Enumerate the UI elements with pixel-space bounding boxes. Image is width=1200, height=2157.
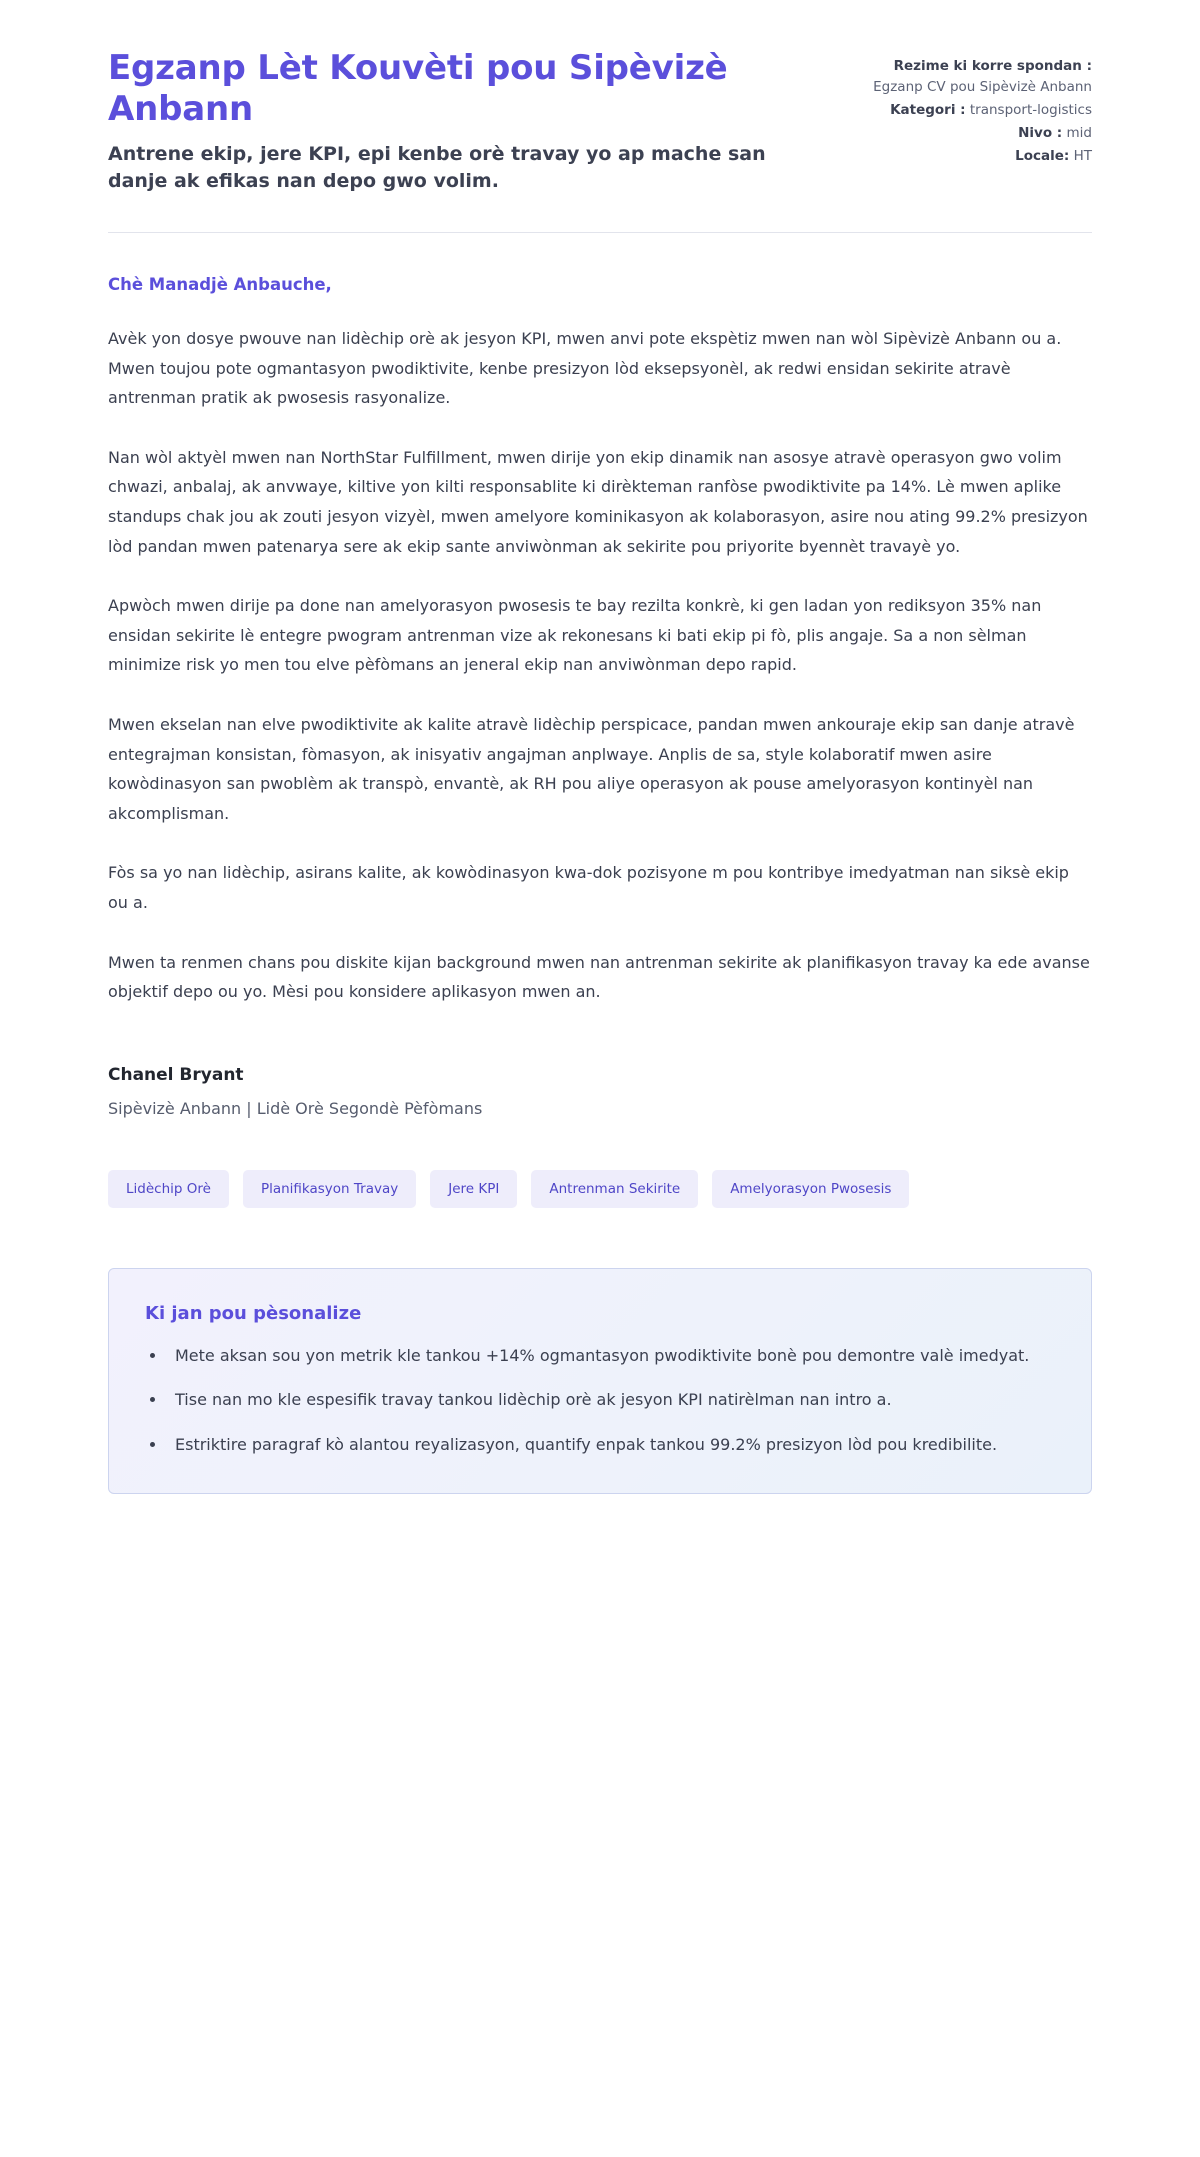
letter-paragraph: Mwen ekselan nan elve pwodiktivite ak kalite atravè lidèchip perspicace, pandan mwen ankouraje ekip san danje atravè entegrajman konsistan, fòmasyon, ak inisyativ angajman anplwaye. Anplis de sa, style kolaboratif mwen asire kowòdinasyon san pwoblèm ak transpò, envantè, ak RH pou aliye operasyon ak pouse amelyorasyon kontinyèl nan akcomplisman. <box>108 714 1075 823</box>
callout-list <box>141 1342 1059 1459</box>
signature-role: Sipèvizè Anbann | Lidè Orè Segondè Pèfòmans <box>108 1098 483 1118</box>
tag-list <box>108 1170 1092 1208</box>
meta-summary <box>842 56 1092 98</box>
letter-paragraph: Fòs sa yo nan lidèchip, asirans kalite, ak kowòdinasyon kwa-dok pozisyone m pou kontribye imedyatman nan siksè ekip ou a. <box>108 863 1069 912</box>
tag-item[interactable]: Amelyorasyon Pwosesis <box>712 1170 909 1208</box>
page-title: Egzanp Lèt Kouvèti pou Sipèvizè Anbann <box>108 48 728 130</box>
meta-summary-label: Rezime ki korre spondan : <box>893 58 1092 74</box>
signature-name: Chanel Bryant <box>108 1064 244 1085</box>
header-divider <box>108 232 1092 233</box>
meta-category-label: Kategori : <box>890 101 966 118</box>
page-subtitle: Antrene ekip, jere KPI, epi kenbe orè travay yo ap mache san danje ak efikas nan depo gwo volim. <box>108 142 766 193</box>
meta-summary-value: Egzanp CV pou Sipèvizè Anbann <box>873 78 1092 95</box>
header-title-block <box>108 48 802 196</box>
signature-block <box>108 1065 1092 1118</box>
meta-locale <box>842 146 1092 167</box>
tag-item[interactable]: Planifikasyon Travay <box>243 1170 416 1208</box>
document-metadata <box>842 48 1092 169</box>
list-item: • Tise nan mo kle espesifik travay tankou lidèchip orè ak jesyon KPI natirèlman nan intro a. <box>167 1386 1059 1414</box>
tag-item[interactable]: Jere KPI <box>430 1170 517 1208</box>
letter-paragraph: Avèk yon dosye pwouve nan lidèchip orè ak jesyon KPI, mwen anvi pote ekspètiz mwen nan wòl Sipèvizè Anbann ou a. Mwen toujou pote ogmantasyon pwodiktivite, kenbe presizyon lòd eksepsyonèl, ak redwi ensidan sekirite atravè antrenman pratik ak pwosesis rasyonalize. <box>108 329 1062 408</box>
tag-item[interactable]: Antrenman Sekirite <box>531 1170 698 1208</box>
list-item: • Mete aksan sou yon metrik kle tankou +14% ogmantasyon pwodiktivite bonè pou demontre valè imedyat. <box>167 1342 1059 1370</box>
meta-category-value: transport-logistics <box>969 101 1092 118</box>
letter-salutation: Chè Manadjè Anbauche, <box>108 275 332 295</box>
meta-category <box>842 100 1092 121</box>
tag-item[interactable]: Lidèchip Orè <box>108 1170 229 1208</box>
letter-paragraph: Mwen ta renmen chans pou diskite kijan background mwen nan antrenman sekirite ak planifikasyon travay ka ede avanse objektif depo ou yo. Mèsi pou konsidere aplikasyon mwen an. <box>108 952 1090 1002</box>
meta-level-value: mid <box>1066 124 1092 141</box>
document-header <box>108 48 1092 196</box>
letter-paragraph: Nan wòl aktyèl mwen nan NorthStar Fulfillment, mwen dirije yon ekip dinamik nan asosye atravè operasyon gwo volim chwazi, anbalaj, ak anvwaye, kiltive yon kilti responsablite ki dirèkteman ranfòse pwodiktivite pa 14%. Lè mwen aplike standups chak jou ak zouti jesyon vizyèl, mwen amelyore kominikasyon ak kolaborasyon, asire nou ating 99.2% presizyon lòd pandan mwen patenarya sere ak ekip sante anviwònman ak sekirite pou priyorite byennèt travayè yo. <box>108 447 1088 556</box>
meta-locale-label: Locale: <box>1015 147 1070 164</box>
meta-locale-value: HT <box>1073 147 1092 164</box>
meta-level <box>842 123 1092 144</box>
customization-callout <box>108 1268 1092 1494</box>
letter-paragraph: Apwòch mwen dirije pa done nan amelyorasyon pwosesis te bay rezilta konkrè, ki gen ladan yon rediksyon 35% nan ensidan sekirite lè entegre pwogram antrenman vize ak rekonesans ki bati ekip pi fò, plis angaje. Sa a non sèlman minimize risk yo men tou elve pèfòmans an jeneral ekip nan anviwònman depo rapid. <box>108 596 1042 675</box>
meta-level-label: Nivo : <box>1018 124 1063 141</box>
list-item: • Estriktire paragraf kò alantou reyalizasyon, quantify enpak tankou 99.2% presizyon lòd pou kredibilite. <box>167 1431 1059 1459</box>
callout-title: Ki jan pou pèsonalize <box>145 1302 362 1324</box>
